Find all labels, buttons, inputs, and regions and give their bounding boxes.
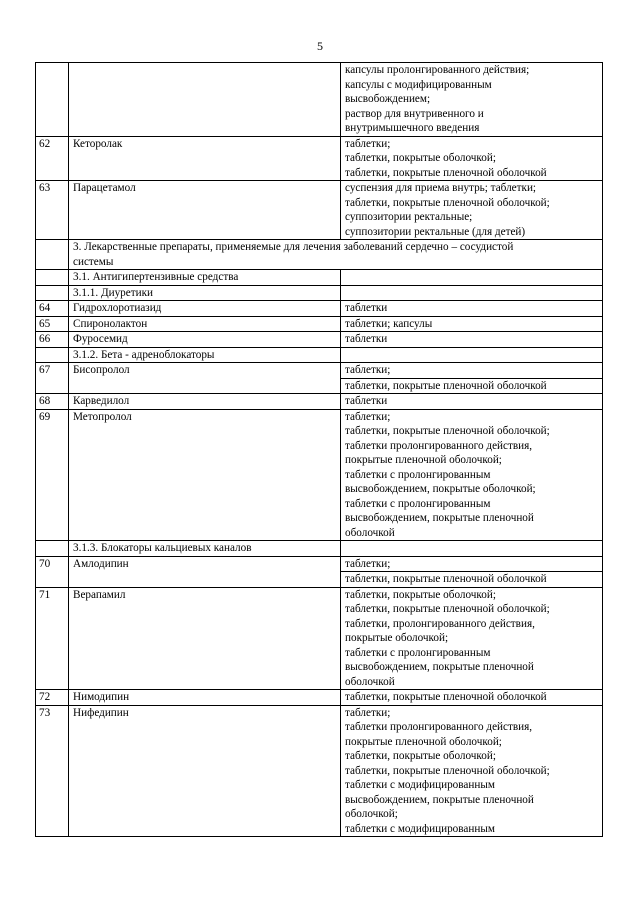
section-heading-row <box>36 240 603 270</box>
dosage-forms <box>341 556 603 587</box>
text-line: высвобождением, покрытые оболочкой; <box>345 483 536 495</box>
text-line: таблетки; <box>345 706 391 719</box>
row-number <box>36 63 69 137</box>
drug-name: Амлодипин <box>69 556 341 587</box>
text-line: оболочкой; <box>345 808 398 820</box>
drug-name: Бисопролол <box>69 363 341 394</box>
text-line: таблетки, покрытые пленочной оболочкой <box>345 166 547 179</box>
drug-name: Верапамил <box>69 587 341 690</box>
subsection-heading-row <box>36 347 603 363</box>
empty-cell <box>341 347 603 363</box>
empty-cell <box>36 347 69 363</box>
text-line: таблетки <box>345 333 388 345</box>
text-line: внутримышечного введения <box>345 122 480 134</box>
text-line: системы <box>73 255 114 268</box>
row-number: 62 <box>36 136 69 181</box>
subsection-heading: 3.1.1. Диуретики <box>69 285 341 301</box>
table-row <box>36 63 603 137</box>
row-number: 71 <box>36 587 69 690</box>
row-number: 70 <box>36 556 69 587</box>
table-row <box>36 301 603 317</box>
text-line: капсулы пролонгированного действия; <box>345 64 530 76</box>
drug-table-body <box>36 63 603 837</box>
dosage-forms <box>341 63 603 137</box>
text-line: покрытые пленочной оболочкой; <box>345 735 502 748</box>
drug-name: Карведилол <box>69 394 341 410</box>
drug-name: Кеторолак <box>69 136 341 181</box>
text-line: таблетки, покрытые пленочной оболочкой <box>345 691 547 703</box>
text-line: таблетки <box>345 395 388 407</box>
text-line: высвобождением, покрытые пленочной <box>345 661 534 673</box>
row-number: 73 <box>36 705 69 837</box>
text-line: высвобождением; <box>345 93 431 105</box>
text-line: таблетки; <box>345 364 391 376</box>
dosage-forms <box>341 316 603 332</box>
text-line: таблетки с пролонгированным <box>345 468 491 481</box>
drug-name: Метопролол <box>69 409 341 541</box>
text-line: таблетки пролонгированного действия, <box>345 439 533 452</box>
drug-name: Парацетамол <box>69 181 341 240</box>
dosage-forms <box>341 409 603 541</box>
dosage-forms <box>341 690 603 706</box>
table-row <box>36 316 603 332</box>
subsection-heading: 3.1.3. Блокаторы кальциевых каналов <box>69 541 341 557</box>
table-row <box>36 690 603 706</box>
dosage-form-group <box>341 571 602 587</box>
empty-cell <box>341 270 603 286</box>
subsection-heading-row <box>36 541 603 557</box>
drug-name: Фуросемид <box>69 332 341 348</box>
drug-name: Спиронолактон <box>69 316 341 332</box>
dosage-forms <box>341 181 603 240</box>
text-line: 3. Лекарственные препараты, применяемые для лечения заболеваний сердечно – сосудистой <box>73 241 514 253</box>
text-line: суспензия для приема внутрь; таблетки; <box>345 182 537 194</box>
text-line: таблетки пролонгированного действия, <box>345 721 533 733</box>
table-row <box>36 332 603 348</box>
dosage-forms <box>341 587 603 690</box>
dosage-forms <box>341 332 603 348</box>
text-line: таблетки <box>345 302 388 314</box>
text-line: суппозитории ректальные; <box>345 211 473 223</box>
table-row <box>36 394 603 410</box>
table-row <box>36 181 603 240</box>
row-number: 63 <box>36 181 69 240</box>
text-line: капсулы с модифицированным <box>345 78 492 91</box>
dosage-form-group <box>341 363 602 378</box>
row-number: 72 <box>36 690 69 706</box>
page-number: 5 <box>317 39 323 53</box>
text-line: таблетки, покрытые пленочной оболочкой; <box>345 764 550 777</box>
row-number: 64 <box>36 301 69 317</box>
empty-cell <box>36 240 69 270</box>
dosage-form-group <box>341 378 602 394</box>
drug-table <box>35 62 603 837</box>
subsection-heading: 3.1. Антигипертензивные средства <box>69 270 341 286</box>
text-line: оболочкой <box>345 675 395 688</box>
text-line: суппозитории ректальные (для детей) <box>345 225 526 238</box>
row-number: 67 <box>36 363 69 394</box>
text-line: таблетки; <box>345 137 391 150</box>
subsection-heading-row <box>36 270 603 286</box>
empty-cell <box>36 285 69 301</box>
empty-cell <box>36 270 69 286</box>
dosage-forms <box>341 394 603 410</box>
text-line: таблетки с пролонгированным <box>345 646 491 659</box>
text-line: оболочкой <box>345 526 395 539</box>
text-line: таблетки; <box>345 410 391 423</box>
row-number: 68 <box>36 394 69 410</box>
table-row <box>36 556 603 587</box>
text-line: таблетки, покрытые пленочной оболочкой; <box>345 425 550 437</box>
drug-name <box>69 63 341 137</box>
drug-name: Нифедипин <box>69 705 341 837</box>
text-line: таблетки, покрытые пленочной оболочкой <box>345 379 547 392</box>
dosage-forms <box>341 363 603 394</box>
text-line: таблетки; капсулы <box>345 317 433 330</box>
subsection-heading: 3.1.2. Бета - адреноблокаторы <box>69 347 341 363</box>
text-line: раствор для внутривенного и <box>345 107 484 120</box>
row-number: 65 <box>36 316 69 332</box>
empty-cell <box>36 541 69 557</box>
text-line: таблетки; <box>345 557 391 570</box>
dosage-form-group <box>341 557 602 572</box>
text-line: высвобождением, покрытые пленочной <box>345 793 534 806</box>
text-line: таблетки с модифицированным <box>345 822 495 835</box>
text-line: таблетки, покрытые пленочной оболочкой <box>345 573 547 585</box>
table-row <box>36 705 603 837</box>
text-line: таблетки, покрытые оболочкой; <box>345 152 496 164</box>
drug-name: Гидрохлоротиазид <box>69 301 341 317</box>
empty-cell <box>341 285 603 301</box>
text-line: таблетки с пролонгированным <box>345 497 491 510</box>
text-line: таблетки, покрытые оболочкой; <box>345 750 496 762</box>
table-row <box>36 587 603 690</box>
text-line: таблетки, покрытые оболочкой; <box>345 588 496 601</box>
text-line: покрытые оболочкой; <box>345 632 449 644</box>
dosage-forms <box>341 136 603 181</box>
section-heading <box>69 240 603 270</box>
text-line: таблетки, покрытые пленочной оболочкой; <box>345 196 550 209</box>
subsection-heading-row <box>36 285 603 301</box>
text-line: покрытые пленочной оболочкой; <box>345 454 502 466</box>
dosage-forms <box>341 301 603 317</box>
table-row <box>36 363 603 394</box>
text-line: высвобождением, покрытые пленочной <box>345 512 534 524</box>
text-line: таблетки, покрытые пленочной оболочкой; <box>345 603 550 615</box>
dosage-forms <box>341 705 603 837</box>
row-number: 69 <box>36 409 69 541</box>
text-line: таблетки с модифицированным <box>345 779 495 791</box>
table-row <box>36 136 603 181</box>
drug-name: Нимодипин <box>69 690 341 706</box>
row-number: 66 <box>36 332 69 348</box>
table-row <box>36 409 603 541</box>
empty-cell <box>341 541 603 557</box>
text-line: таблетки, пролонгированного действия, <box>345 617 535 630</box>
